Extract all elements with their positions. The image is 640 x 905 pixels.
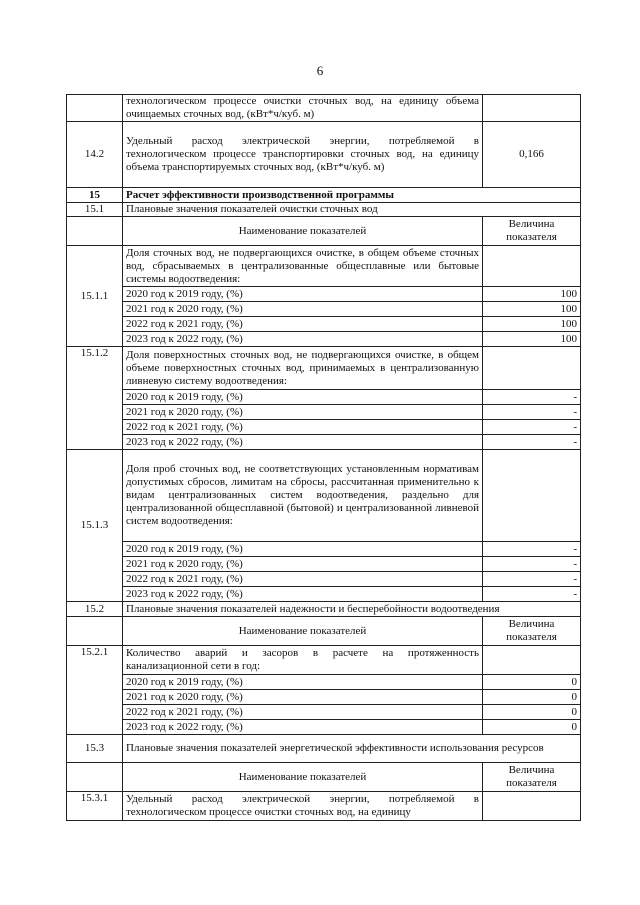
- year-row: [67, 302, 581, 317]
- year-value: -: [483, 557, 581, 572]
- row-number: 15.3: [67, 735, 123, 763]
- indicator-text: Доля поверхностных сточных вод, не подвергающихся очистке, в общем объеме поверхностных сточных вод, принимаемых в централизованную ливневую систему водоотведения:: [123, 347, 483, 390]
- year-value: -: [483, 435, 581, 450]
- column-header-row: [67, 763, 581, 792]
- subsection-title: Плановые значения показателей энергетической эффективности использования ресурсов: [123, 735, 581, 763]
- year-label: 2022 год к 2021 году, (%): [123, 317, 483, 332]
- page-number: 6: [316, 63, 324, 78]
- year-row: [67, 572, 581, 587]
- year-row: [67, 705, 581, 720]
- year-value: 100: [483, 302, 581, 317]
- row-number: 15.1.3: [67, 450, 123, 602]
- row-number: [67, 95, 123, 122]
- year-value: -: [483, 390, 581, 405]
- section-title: Расчет эффективности производственной программы: [123, 188, 581, 203]
- year-value: 0: [483, 705, 581, 720]
- year-value: 100: [483, 287, 581, 302]
- year-value: -: [483, 420, 581, 435]
- year-label: 2021 год к 2020 году, (%): [123, 405, 483, 420]
- year-row: [67, 587, 581, 602]
- table-row: [67, 347, 581, 390]
- year-label: 2023 год к 2022 году, (%): [123, 332, 483, 347]
- row-number: 15.2.1: [67, 646, 123, 735]
- table-row: [67, 95, 581, 122]
- indicator-value: [483, 246, 581, 287]
- header-indicator-name: Наименование показателей: [123, 617, 483, 646]
- subsection-title: Плановые значения показателей очистки сточных вод: [123, 203, 581, 217]
- year-label: 2021 год к 2020 году, (%): [123, 690, 483, 705]
- year-label: 2023 год к 2022 году, (%): [123, 587, 483, 602]
- year-label: 2023 год к 2022 году, (%): [123, 435, 483, 450]
- year-value: 0: [483, 675, 581, 690]
- year-row: [67, 690, 581, 705]
- indicator-value: [483, 646, 581, 675]
- year-label: 2020 год к 2019 году, (%): [123, 287, 483, 302]
- header-indicator-value: Величина показателя: [483, 617, 581, 646]
- empty-cell: [67, 217, 123, 246]
- year-row: [67, 420, 581, 435]
- table-row: [67, 450, 581, 542]
- indicator-value: [483, 450, 581, 542]
- indicator-text: Удельный расход электрической энергии, потребляемой в технологическом процессе очистки сточных вод, на единицу: [123, 792, 483, 821]
- row-number: 15.1.2: [67, 347, 123, 450]
- column-header-row: [67, 217, 581, 246]
- subsection-title: Плановые значения показателей надежности и бесперебойности водоотведения: [123, 602, 581, 617]
- year-row: [67, 557, 581, 572]
- year-label: 2023 год к 2022 году, (%): [123, 720, 483, 735]
- year-label: 2020 год к 2019 году, (%): [123, 390, 483, 405]
- year-value: 100: [483, 332, 581, 347]
- year-row: [67, 435, 581, 450]
- year-row: [67, 405, 581, 420]
- indicator-text: Количество аварий и засоров в расчете на протяженность канализационной сети в год:: [123, 646, 483, 675]
- subsection-row: [67, 602, 581, 617]
- header-indicator-name: Наименование показателей: [123, 217, 483, 246]
- table-row: [67, 246, 581, 287]
- header-indicator-value: Величина показателя: [483, 763, 581, 792]
- indicator-text: технологическом процессе очистки сточных вод, на единицу объема очищаемых сточных вод, (кВт*ч/куб. м): [123, 95, 483, 122]
- year-row: [67, 287, 581, 302]
- year-label: 2022 год к 2021 году, (%): [123, 705, 483, 720]
- indicator-value: [483, 95, 581, 122]
- year-label: 2020 год к 2019 году, (%): [123, 675, 483, 690]
- year-label: 2022 год к 2021 году, (%): [123, 420, 483, 435]
- indicator-value: [483, 792, 581, 821]
- year-label: 2020 год к 2019 году, (%): [123, 542, 483, 557]
- indicator-text: Доля проб сточных вод, не соответствующих установленным нормативам допустимых сбросов, лимитам на сбросы, рассчитанная применительно к видам централизованных систем водоотведения, раздельно для централизованной общесплавной (бытовой) и централизованной ливневой систем водоотведения:: [123, 450, 483, 542]
- subsection-row: [67, 203, 581, 217]
- year-value: -: [483, 587, 581, 602]
- subsection-row: [67, 735, 581, 763]
- header-indicator-value: Величина показателя: [483, 217, 581, 246]
- year-label: 2022 год к 2021 году, (%): [123, 572, 483, 587]
- year-row: [67, 720, 581, 735]
- row-number: 14.2: [67, 122, 123, 188]
- indicator-text: Удельный расход электрической энергии, потребляемой в технологическом процессе транспортировки сточных вод, на единицу объема транспортируемых сточных вод, (кВт*ч/куб. м): [123, 122, 483, 188]
- table-row: [67, 122, 581, 188]
- empty-cell: [67, 617, 123, 646]
- row-number: 15.2: [67, 602, 123, 617]
- section-heading-row: [67, 188, 581, 203]
- table-row: [67, 792, 581, 821]
- year-row: [67, 390, 581, 405]
- indicator-text: Доля сточных вод, не подвергающихся очистке, в общем объеме сточных вод, сбрасываемых в централизованные общесплавные или бытовые системы водоотведения:: [123, 246, 483, 287]
- empty-cell: [67, 763, 123, 792]
- year-value: 0: [483, 690, 581, 705]
- row-number: 15.3.1: [67, 792, 123, 821]
- table-row: [67, 646, 581, 675]
- year-value: -: [483, 572, 581, 587]
- row-number: 15.1.1: [67, 246, 123, 347]
- year-label: 2021 год к 2020 году, (%): [123, 557, 483, 572]
- indicator-value: [483, 347, 581, 390]
- header-indicator-name: Наименование показателей: [123, 763, 483, 792]
- year-value: -: [483, 542, 581, 557]
- row-number: 15.1: [67, 203, 123, 217]
- year-label: 2021 год к 2020 году, (%): [123, 302, 483, 317]
- year-value: 0: [483, 720, 581, 735]
- year-row: [67, 542, 581, 557]
- year-row: [67, 675, 581, 690]
- column-header-row: [67, 617, 581, 646]
- year-row: [67, 332, 581, 347]
- row-number: 15: [67, 188, 123, 203]
- indicator-value: 0,166: [483, 122, 581, 188]
- year-row: [67, 317, 581, 332]
- indicators-table: [66, 94, 581, 821]
- year-value: 100: [483, 317, 581, 332]
- year-value: -: [483, 405, 581, 420]
